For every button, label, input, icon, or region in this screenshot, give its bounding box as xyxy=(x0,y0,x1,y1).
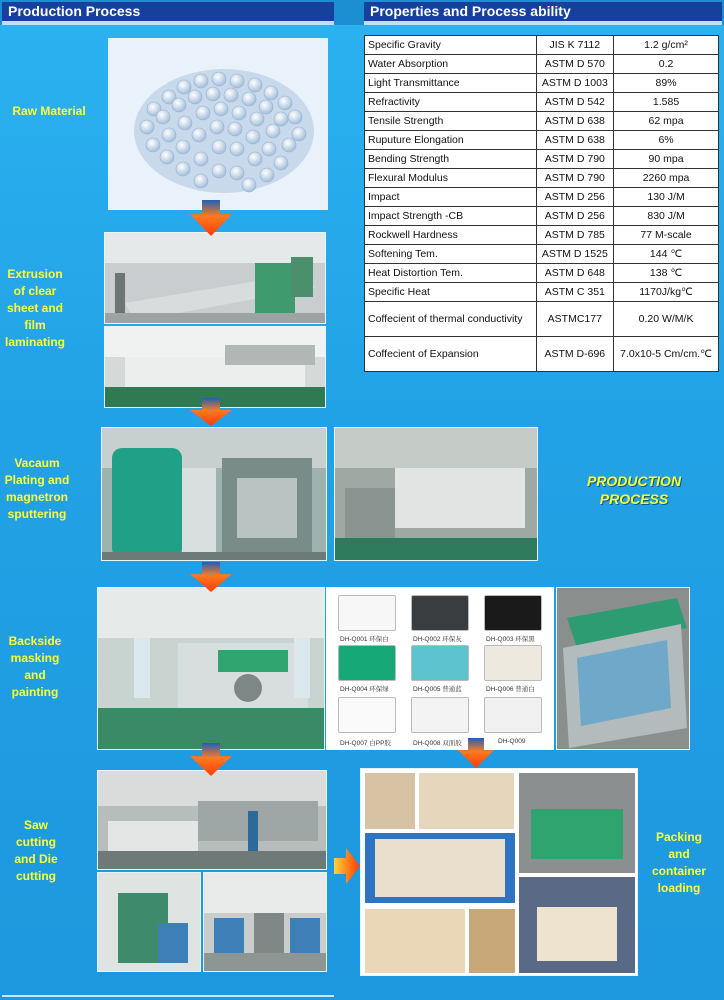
property-name: Tensile Strength xyxy=(365,112,537,131)
property-name: Softening Tem. xyxy=(365,245,537,264)
property-value: 7.0x10-5 Cm/cm.℃ xyxy=(614,337,719,372)
table-row xyxy=(365,188,719,207)
property-value: 1170J/kg℃ xyxy=(614,283,719,302)
property-method: ASTM D 542 xyxy=(536,93,614,112)
property-value: 138 ℃ xyxy=(614,264,719,283)
table-row xyxy=(365,226,719,245)
property-method: JIS K 7112 xyxy=(536,36,614,55)
property-name: Impact Strength -CB xyxy=(365,207,537,226)
property-name: Refractivity xyxy=(365,93,537,112)
table-row xyxy=(365,302,719,337)
property-value: 1.2 g/cm² xyxy=(614,36,719,55)
step-extrusion-label: Extrusion of clear sheet and film laminating xyxy=(4,267,65,349)
property-method: ASTM D 1003 xyxy=(536,74,614,93)
property-method: ASTM D 790 xyxy=(536,150,614,169)
table-row xyxy=(365,207,719,226)
step-packing-label: Packing and container loading xyxy=(651,830,706,895)
table-row xyxy=(365,74,719,93)
swatch-label: DH-Q003 环保黑 xyxy=(486,636,535,643)
property-method: ASTM D 256 xyxy=(536,207,614,226)
swatch-label: DH-Q004 环保绿 xyxy=(340,686,389,693)
property-method: ASTM D 1525 xyxy=(536,245,614,264)
table-row xyxy=(365,55,719,74)
down-arrow-3 xyxy=(190,562,232,592)
property-value: 2260 mpa xyxy=(614,169,719,188)
property-name: Coffecient of Expansion xyxy=(365,337,537,372)
table-row xyxy=(365,337,719,372)
property-value: 62 mpa xyxy=(614,112,719,131)
property-name: Specific Heat xyxy=(365,283,537,302)
down-arrow-1 xyxy=(190,200,232,236)
property-value: 90 mpa xyxy=(614,150,719,169)
down-arrow-2 xyxy=(190,398,232,426)
footer-line xyxy=(2,995,334,997)
property-name: Impact xyxy=(365,188,537,207)
property-name: Water Absorption xyxy=(365,55,537,74)
property-method: ASTM D 638 xyxy=(536,112,614,131)
property-name: Light Transmittance xyxy=(365,74,537,93)
swatch-label: DH-Q001 环保白 xyxy=(340,636,389,643)
right-arrow xyxy=(334,848,360,884)
down-arrow-5 xyxy=(458,738,494,768)
step-vacuum-plating-label: Vacaum Plating and magnetron sputtering xyxy=(4,456,70,521)
property-name: Bending Strength xyxy=(365,150,537,169)
swatch-label: DH-Q005 普通蓝 xyxy=(413,686,462,693)
property-method: ASTMC177 xyxy=(536,302,614,337)
property-method: ASTM C 351 xyxy=(536,283,614,302)
property-value: 830 J/M xyxy=(614,207,719,226)
property-value: 6% xyxy=(614,131,719,150)
step-raw-material-label: Raw Material xyxy=(12,104,86,118)
property-method: ASTM D 785 xyxy=(536,226,614,245)
table-row xyxy=(365,264,719,283)
swatch-label: DH-Q007 白PP胶 xyxy=(340,740,391,747)
property-value: 0.2 xyxy=(614,55,719,74)
table-row xyxy=(365,245,719,264)
swatch-label: DH-Q008 双面胶 xyxy=(413,740,462,747)
property-method: ASTM D 256 xyxy=(536,188,614,207)
property-name: Flexural Modulus xyxy=(365,169,537,188)
property-name: Specific Gravity xyxy=(365,36,537,55)
swatch-label: DH-Q009 xyxy=(498,738,526,745)
properties-header: Properties and Process ability xyxy=(364,2,722,21)
table-row xyxy=(365,131,719,150)
properties-table xyxy=(364,35,719,372)
property-method: ASTM D-696 xyxy=(536,337,614,372)
table-row xyxy=(365,112,719,131)
property-name: Coffecient of thermal conductivity xyxy=(365,302,537,337)
property-value: 130 J/M xyxy=(614,188,719,207)
step-masking-painting-label: Backside masking and painting xyxy=(8,634,62,699)
property-name: Heat Distortion Tem. xyxy=(365,264,537,283)
property-method: ASTM D 638 xyxy=(536,131,614,150)
property-method: ASTM D 790 xyxy=(536,169,614,188)
property-name: Rockwell Hardness xyxy=(365,226,537,245)
property-value: 144 ℃ xyxy=(614,245,719,264)
table-row xyxy=(365,36,719,55)
production-process-header: Production Process xyxy=(2,2,334,21)
table-row xyxy=(365,169,719,188)
property-value: 0.20 W/M/K xyxy=(614,302,719,337)
property-method: ASTM D 570 xyxy=(536,55,614,74)
property-name: Ruputure Elongation xyxy=(365,131,537,150)
table-row xyxy=(365,93,719,112)
swatch-label: DH-Q006 普通白 xyxy=(486,686,535,693)
swatch-label: DH-Q002 环保灰 xyxy=(413,636,462,643)
table-row xyxy=(365,150,719,169)
property-value: 89% xyxy=(614,74,719,93)
property-method: ASTM D 648 xyxy=(536,264,614,283)
property-value: 77 M-scale xyxy=(614,226,719,245)
step-cutting-label: Saw cutting and Die cutting xyxy=(14,818,58,883)
down-arrow-4 xyxy=(190,743,232,776)
table-row xyxy=(365,283,719,302)
production-process-title: PRODUCTION PROCESS xyxy=(586,473,682,507)
property-value: 1.585 xyxy=(614,93,719,112)
